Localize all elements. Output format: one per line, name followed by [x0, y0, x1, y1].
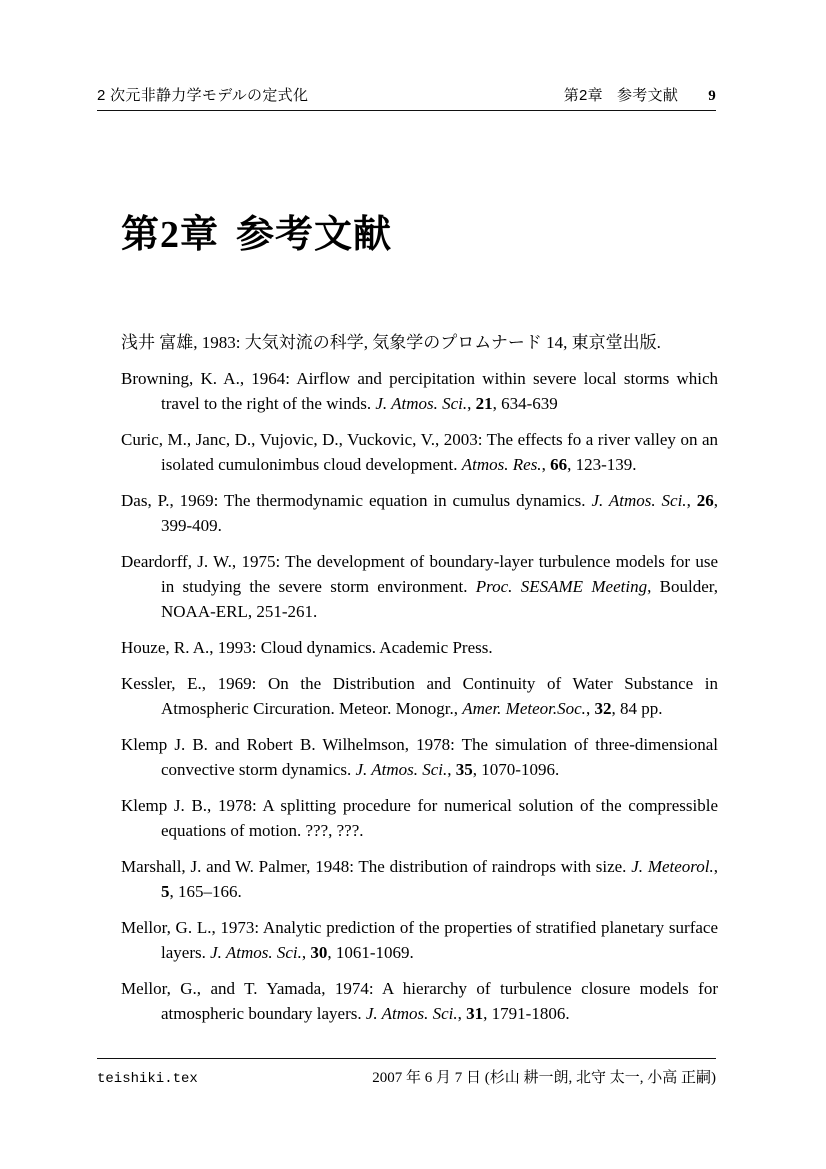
journal-name: J. Atmos. Sci.: [375, 394, 468, 413]
volume-number: 35: [455, 760, 473, 779]
volume-number: 26: [696, 491, 714, 510]
reference-text: ,: [457, 1004, 467, 1023]
journal-name: J. Atmos. Sci.: [355, 760, 448, 779]
reference-item: [121, 732, 718, 782]
running-header: [97, 84, 716, 111]
reference-text: ,: [585, 699, 595, 718]
reference-text: Das, P., 1969: The thermodynamic equation in cumulus dynamics.: [121, 491, 592, 510]
chapter-title: 参考文献: [236, 214, 393, 256]
volume-number: 31: [466, 1004, 484, 1023]
reference-text: Kessler, E., 1969: On the Distribution and Continuity of Water Substance in Atmospheric Circuration. Meteor. Monogr.,: [121, 674, 718, 718]
reference-item: [121, 488, 718, 538]
reference-item: [121, 671, 718, 721]
reference-text: Klemp J. B., 1978: A splitting procedure for numerical solution of the compressible equations of motion. ???, ???.: [121, 796, 718, 840]
journal-name: Atmos. Res.: [461, 455, 542, 474]
journal-name: J. Meteorol.: [631, 857, 714, 876]
reference-item: [121, 635, 718, 660]
reference-text: , 1061-1069.: [327, 943, 414, 962]
footer-filename: teishiki.tex: [97, 1071, 198, 1087]
reference-text: 浅井 富雄, 1983: 大気対流の科学, 気象学のプロムナード 14, 東京堂出版.: [121, 333, 661, 352]
reference-text: Houze, R. A., 1993: Cloud dynamics. Academic Press.: [121, 638, 493, 657]
references-list: [121, 330, 718, 1037]
volume-number: 66: [550, 455, 568, 474]
reference-text: ,: [447, 760, 456, 779]
reference-text: , 399-409.: [161, 491, 718, 535]
journal-name: Proc. SESAME Meeting: [475, 577, 648, 596]
reference-text: Browning, K. A., 1964: Airflow and percipitation within severe local storms which travel to the right of the winds.: [121, 369, 718, 413]
reference-item: [121, 330, 718, 355]
reference-text: , Boulder, NOAA-ERL, 251-261.: [161, 577, 718, 621]
chapter-heading: [121, 213, 392, 259]
reference-text: ,: [467, 394, 476, 413]
journal-name: J. Atmos. Sci.: [591, 491, 687, 510]
volume-number: 21: [475, 394, 493, 413]
chapter-number: 第2章: [121, 214, 220, 256]
reference-item: [121, 915, 718, 965]
reference-text: ,: [713, 857, 719, 876]
reference-text: Marshall, J. and W. Palmer, 1948: The distribution of raindrops with size.: [121, 857, 632, 876]
running-footer: [97, 1058, 716, 1087]
reference-item: [121, 976, 718, 1026]
reference-item: [121, 854, 718, 904]
journal-name: Amer. Meteor.Soc.: [462, 699, 586, 718]
reference-text: ,: [686, 491, 697, 510]
reference-item: [121, 427, 718, 477]
journal-name: J. Atmos. Sci.: [365, 1004, 458, 1023]
reference-item: [121, 549, 718, 624]
header-left-title: 2 次元非静力学モデルの定式化: [97, 87, 309, 104]
reference-text: Klemp J. B. and Robert B. Wilhelmson, 1978: The simulation of three-dimensional convective storm dynamics.: [121, 735, 718, 779]
header-right: [564, 84, 716, 105]
footer-date-authors: 2007 年 6 月 7 日 (杉山 耕一朗, 北守 太一, 小高 正嗣): [372, 1070, 716, 1086]
reference-text: Mellor, G., and T. Yamada, 1974: A hierarchy of turbulence closure models for atmospheric boundary layers.: [121, 979, 718, 1023]
reference-item: [121, 366, 718, 416]
volume-number: 30: [310, 943, 328, 962]
header-chapter-label: 第2章: [563, 87, 603, 104]
reference-item: [121, 793, 718, 843]
reference-text: , 123-139.: [567, 455, 637, 474]
reference-text: , 1791-1806.: [483, 1004, 570, 1023]
header-page-number: 9: [708, 88, 716, 104]
header-section-label: 参考文献: [616, 87, 679, 104]
journal-name: J. Atmos. Sci.: [210, 943, 302, 962]
reference-text: Mellor, G. L., 1973: Analytic prediction of the properties of stratified planetary surface layers.: [121, 918, 718, 962]
volume-number: 32: [594, 699, 612, 718]
reference-text: ,: [541, 455, 551, 474]
volume-number: 5: [161, 882, 170, 901]
reference-text: , 84 pp.: [611, 699, 663, 718]
reference-text: , 165–166.: [169, 882, 242, 901]
reference-text: , 1070-1096.: [472, 760, 560, 779]
reference-text: Deardorff, J. W., 1975: The development of boundary-layer turbulence models for use in studying the severe storm environment.: [121, 552, 718, 596]
reference-text: , 634-639: [492, 394, 558, 413]
reference-text: Curic, M., Janc, D., Vujovic, D., Vuckovic, V., 2003: The effects fo a river valley on an isolated cumulonimbus cloud development.: [121, 430, 718, 474]
reference-text: ,: [301, 943, 311, 962]
